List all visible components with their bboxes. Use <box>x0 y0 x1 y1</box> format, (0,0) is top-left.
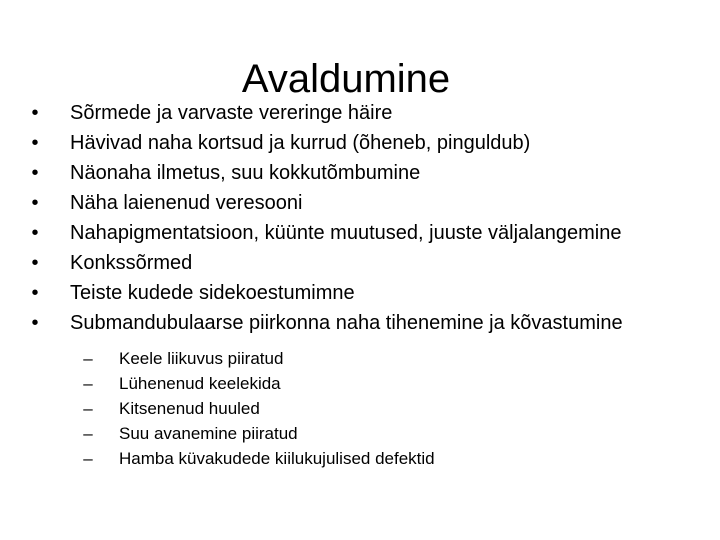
bullet-item <box>28 101 688 126</box>
bullet-item <box>28 131 688 156</box>
bullet-text: Submandubulaarse piirkonna naha tihenemine ja kõvastumine <box>70 312 623 334</box>
dash-icon: – <box>83 424 93 443</box>
bullet-icon: • <box>31 222 39 244</box>
bullet-item <box>28 251 688 276</box>
sub-bullet-text: Kitsenenud huuled <box>119 399 260 418</box>
sub-bullet-list <box>70 348 688 469</box>
sub-bullet-text: Hamba küvakudede kiilukujulised defektid <box>119 449 435 468</box>
bullet-item <box>28 191 688 216</box>
bullet-list <box>28 101 688 474</box>
bullet-icon: • <box>31 192 39 214</box>
bullet-item <box>28 281 688 306</box>
bullet-text: Sõrmede ja varvaste vereringe häire <box>70 102 393 124</box>
sub-bullet-item <box>70 398 688 419</box>
dash-icon: – <box>83 374 93 393</box>
sub-bullet-text: Lühenenud keelekida <box>119 374 281 393</box>
dash-icon: – <box>83 349 93 368</box>
bullet-icon: • <box>31 102 39 124</box>
bullet-text: Näonaha ilmetus, suu kokkutõmbumine <box>70 162 421 184</box>
sub-bullet-text: Keele liikuvus piiratud <box>119 349 284 368</box>
bullet-icon: • <box>31 132 39 154</box>
bullet-text: Näha laienenud veresooni <box>70 192 303 214</box>
dash-icon: – <box>83 449 93 468</box>
bullet-icon: • <box>31 282 39 304</box>
slide-title: Avaldumine <box>241 56 451 101</box>
bullet-text: Hävivad naha kortsud ja kurrud (õheneb, pinguldub) <box>70 132 531 154</box>
bullet-text: Nahapigmentatsioon, küünte muutused, juuste väljalangemine <box>70 222 622 244</box>
sub-bullet-item <box>70 348 688 369</box>
bullet-icon: • <box>31 162 39 184</box>
sub-bullet-item <box>70 373 688 394</box>
bullet-icon: • <box>31 312 39 334</box>
bullet-item <box>28 161 688 186</box>
sub-bullet-item <box>70 423 688 444</box>
bullet-icon: • <box>31 252 39 274</box>
sub-bullet-text: Suu avanemine piiratud <box>119 424 298 443</box>
bullet-item <box>28 221 688 246</box>
dash-icon: – <box>83 399 93 418</box>
bullet-text: Teiste kudede sidekoestumimne <box>70 282 355 304</box>
sub-bullet-item <box>70 448 688 469</box>
bullet-text: Konkssõrmed <box>70 252 193 274</box>
bullet-item <box>28 311 688 469</box>
